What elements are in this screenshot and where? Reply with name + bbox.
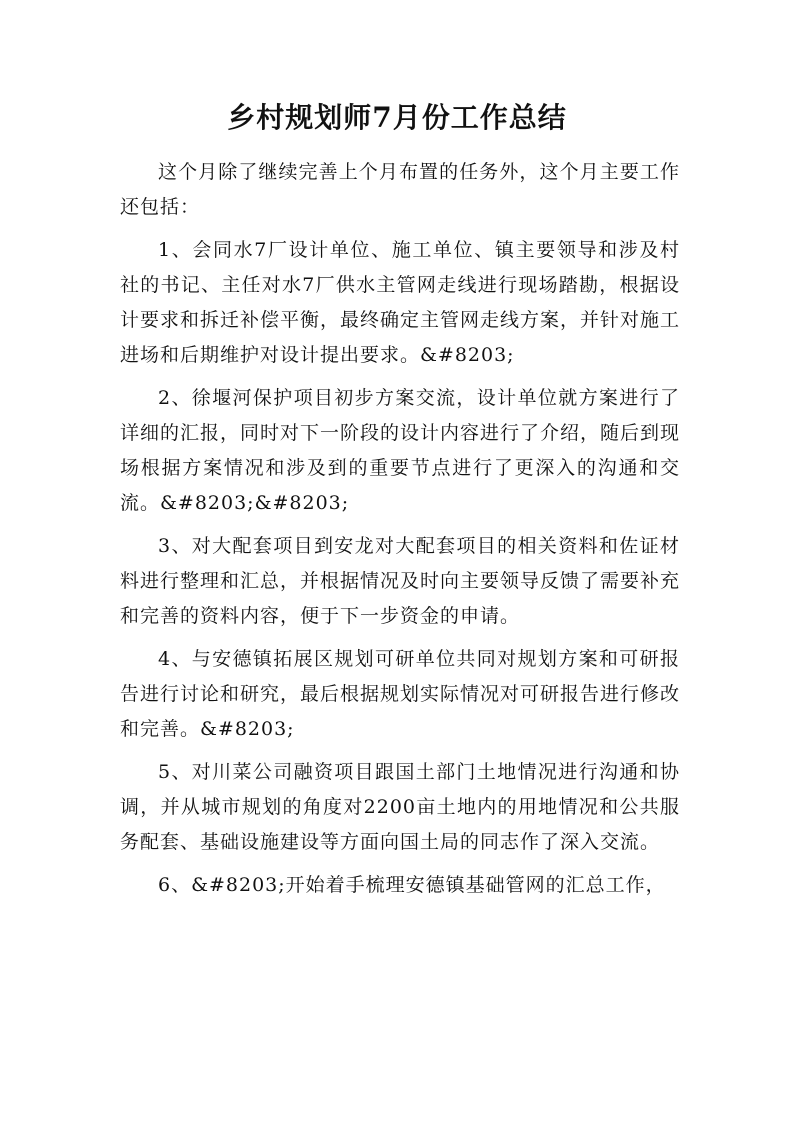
- paragraph-item-6: 6、&#8203;开始着手梳理安德镇基础管网的汇总工作，: [158, 874, 666, 896]
- paragraph-item-5: 5、对川菜公司融资项目跟国土部门土地情况进行沟通和协调，并从城市规划的角度对2200亩土地内的用地情况和公共服务配套、基础设施建设等方面向国土局的同志作了深入交流。: [120, 761, 680, 853]
- document-title: 乡村规划师7月份工作总结: [227, 101, 567, 134]
- paragraph-item-4: 4、与安德镇拓展区规划可研单位共同对规划方案和可研报告进行讨论和研究，最后根据规划实际情况对可研报告进行修改和完善。&#8203;: [120, 648, 681, 740]
- paragraph-intro: 这个月除了继续完善上个月布置的任务外，这个月主要工作还包括：: [120, 161, 680, 218]
- paragraph-item-3: 3、对大配套项目到安龙对大配套项目的相关资料和佐证材料进行整理和汇总，并根据情况及时向主要领导反馈了需要补充和完善的资料内容，便于下一步资金的申请。: [120, 535, 681, 627]
- document-body: [120, 155, 680, 911]
- paragraph-item-1: 1、会同水7厂设计单位、施工单位、镇主要领导和涉及村社的书记、主任对水7厂供水主管网走线进行现场踏勘，根据设计要求和拆迁补偿平衡，最终确定主管网走线方案，并针对施工进场和后期维护对设计提出要求。&#8203;: [120, 239, 681, 366]
- paragraph-item-2: 2、徐堰河保护项目初步方案交流，设计单位就方案进行了详细的汇报，同时对下一阶段的设计内容进行了介绍，随后到现场根据方案情况和涉及到的重要节点进行了更深入的沟通和交流。&#8203;&#8203;: [120, 387, 681, 514]
